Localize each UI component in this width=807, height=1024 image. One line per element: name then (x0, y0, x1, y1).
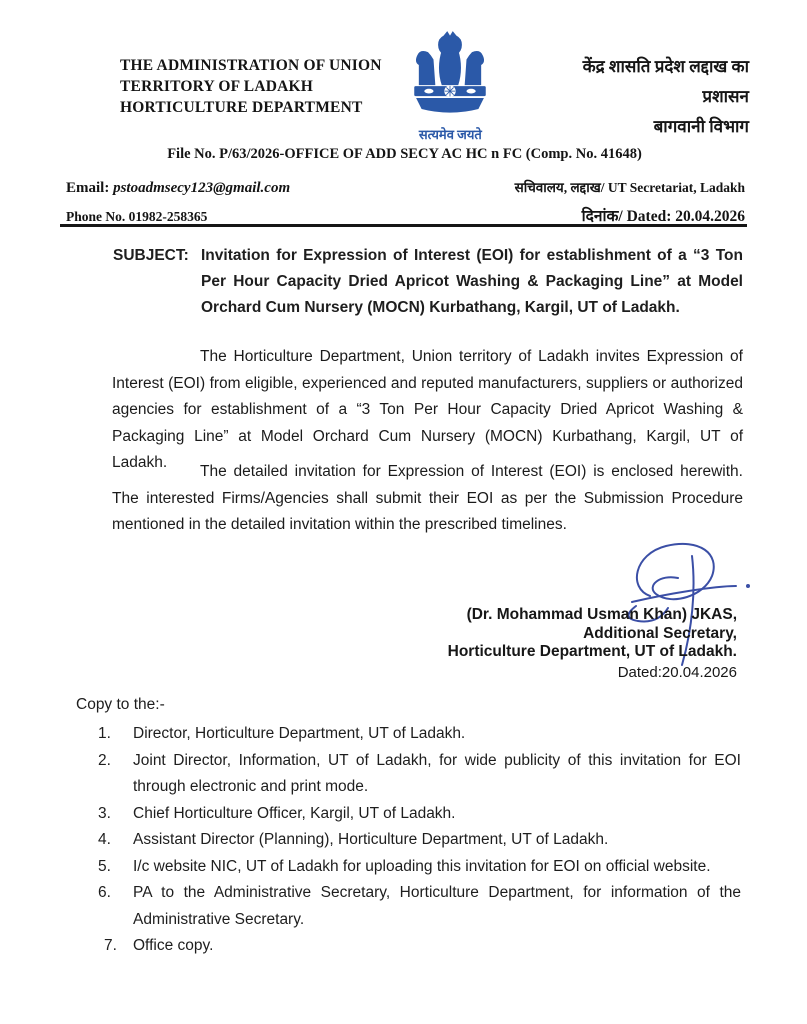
organization-name-hindi (519, 30, 749, 142)
copy-to-list (98, 721, 741, 960)
copy-list-item (98, 748, 741, 801)
signature-block (317, 606, 737, 682)
email-line (66, 180, 290, 197)
copy-item-text: Chief Horticulture Officer, Kargil, UT of Ladakh. (133, 804, 456, 822)
copy-list-item (98, 801, 741, 828)
copy-list-item (98, 721, 741, 748)
ashoka-lion-capital-icon (406, 109, 494, 126)
contact-row-phone (66, 204, 745, 226)
copy-item-text: Joint Director, Information, UT of Ladakh, for wide publicity of this invitation for EOI through electronic and print mode. (133, 751, 741, 795)
copy-item-text: Assistant Director (Planning), Horticulture Department, UT of Ladakh. (133, 831, 609, 848)
signatory-name: (Dr. Mohammad Usman Khan) JKAS, (466, 606, 737, 623)
copy-item-number: 6. (98, 884, 111, 901)
file-number-line: File No. P/63/2026-OFFICE OF ADD SECY AC HC n FC (Comp. No. 41648) (167, 146, 642, 162)
signatory-department: Horticulture Department, UT of Ladakh. (447, 643, 737, 660)
copy-item-text: I/c website NIC, UT of Ladakh for uploading this invitation for EOI on official website. (133, 857, 711, 875)
letterhead-divider (60, 224, 747, 227)
copy-list-item (98, 827, 741, 854)
subject-text: Invitation for Expression of Interest (EOI) for establishment of a “3 Ton Per Hour Capacity Dried Apricot Washing & Packaging Line” at Model Orchard Cum Nursery (MOCN) Kurbathang, Kargil, UT of Ladakh. (201, 247, 743, 316)
subject-label: SUBJECT: (113, 247, 189, 264)
phone-number: Phone No. 01982-258365 (66, 209, 208, 224)
copy-item-text: Director, Horticulture Department, UT of Ladakh. (133, 725, 466, 742)
hindi-line: प्रशासन (702, 87, 749, 106)
copy-item-number: 4. (98, 831, 111, 848)
email-label: Email: (66, 180, 114, 196)
signatory-title: Additional Secretary, (583, 624, 737, 642)
body-paragraph-1: The Horticulture Department, Union territory of Ladakh invites Expression of Interest (EOI) from eligible, experienced and reputed manufacturers, suppliers or authorized agencies for establishment of a “3 Ton Per Hour Capacity Dried Apricot Washing & Packaging Line” at Model Orchard Cum Nursery (MOCN) Kurbathang, Kargil, UT of Ladakh. (112, 348, 743, 471)
org-line: THE ADMINISTRATION OF UNION (120, 57, 382, 74)
org-line: TERRITORY OF LADAKH (120, 78, 314, 95)
subject-block (113, 243, 743, 321)
copy-item-number: 3. (98, 804, 111, 822)
satyameva-jayate-motto: सत्यमेव जयते (418, 127, 482, 142)
copy-item-text: Office copy. (133, 937, 214, 954)
body-paragraph-2: The detailed invitation for Expression of Interest (EOI) is enclosed herewith. The interested Firms/Agencies shall submit their EOI as per the Submission Procedure mentioned in the detailed invitation within the prescribed timelines. (112, 463, 743, 533)
organization-name (60, 30, 382, 118)
secretariat-line: सचिवालय, लद्दाख/ UT Secretariat, Ladakh (514, 180, 745, 195)
copy-list-item (98, 880, 741, 933)
copy-item-number: 1. (98, 725, 111, 742)
copy-item-number: 7. (104, 937, 117, 954)
letterhead (60, 30, 749, 145)
hindi-line: बागवानी विभाग (653, 117, 749, 136)
hindi-line: केंद्र शासति प्रदेश लद्दाख का (582, 57, 749, 76)
org-line: HORTICULTURE DEPARTMENT (120, 99, 363, 116)
copy-item-number: 2. (98, 751, 111, 769)
copy-list-item (98, 933, 741, 960)
copy-list-item (98, 854, 741, 881)
email-address: pstoadmsecy123@gmail.com (113, 180, 291, 196)
copy-to-heading: Copy to the:- (76, 696, 165, 713)
national-emblem (390, 30, 510, 143)
copy-item-text: PA to the Administrative Secretary, Horticulture Department, for information of the Administrative Secretary. (133, 884, 741, 928)
dated-line: दिनांक/ Dated: 20.04.2026 (581, 208, 745, 225)
copy-item-number: 5. (98, 857, 111, 875)
signature-date: Dated:20.04.2026 (617, 663, 737, 681)
contact-row-email (66, 178, 745, 197)
